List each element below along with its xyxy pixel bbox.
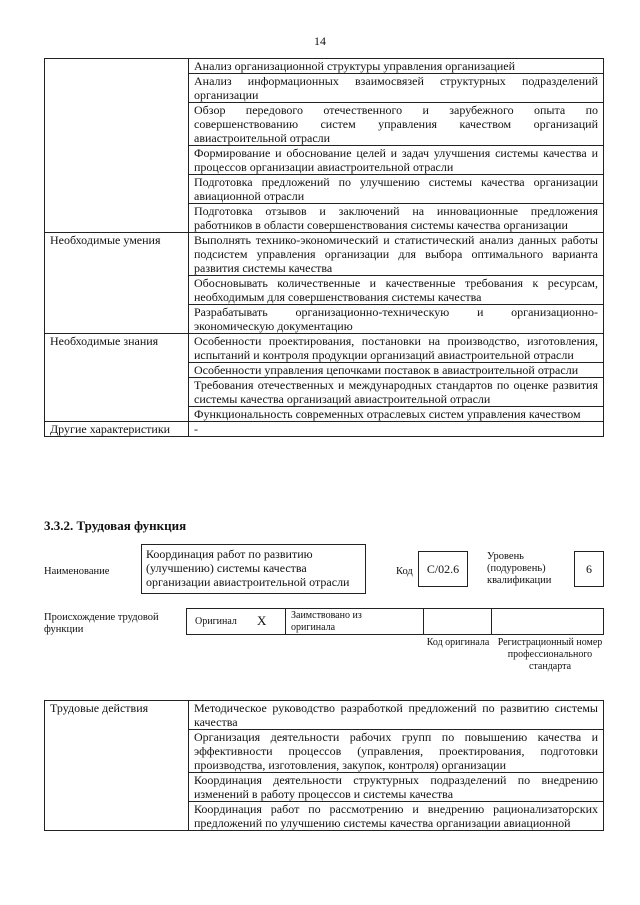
borrowed-label: Заимствовано из оригинала	[291, 610, 362, 633]
row-item: Функциональность современных отраслевых систем управления качеством	[189, 407, 604, 422]
row-item: Анализ информационных взаимосвязей структурных подразделений организации	[189, 74, 604, 103]
original-mark: X	[257, 613, 267, 628]
row-item: Особенности проектирования, постановки на производство, изготовления, испытаний и контроля продукции организаций авиастроительной отрасли	[189, 334, 604, 363]
row-label: Трудовые действия	[45, 701, 189, 831]
row-item: Организация деятельности рабочих групп по повышению качества и эффективности процессов (управления, проектирования, подготовки производства, изготовления, закупок, контроля) организации	[189, 730, 604, 773]
code-label: Код	[396, 566, 413, 577]
row-item: Особенности управления цепочками поставок в авиастроительной отрасли	[189, 363, 604, 378]
labor-actions-table	[44, 700, 604, 831]
reg-caption: Регистрационный номер профессионального стандарта	[497, 637, 603, 672]
row-item: Подготовка предложений по улучшению системы качества организации авиационной отрасли	[189, 175, 604, 204]
section-heading: 3.3.2. Трудовая функция	[44, 518, 187, 533]
function-name-box	[141, 544, 366, 594]
row-item: Разрабатывать организационно-техническую и организационно-экономическую документацию	[189, 305, 604, 334]
row-item: Анализ организационной структуры управления организацией	[189, 59, 604, 74]
origin-box	[186, 608, 604, 635]
row-item: -	[189, 422, 604, 437]
row-item: Выполнять технико-экономический и статистический анализ данных работы подсистем управления организации для выбора оптимального варианта развития системы качества	[189, 233, 604, 276]
code-caption: Код оригинала	[426, 637, 490, 648]
code-box	[418, 551, 468, 587]
row-item: Координация деятельности структурных подразделений по внедрению изменений в работу процессов и системы качества	[189, 773, 604, 802]
origin-divider-2	[423, 608, 424, 635]
level-label: Уровень (подуровень) квалификации	[487, 551, 552, 586]
level-box	[574, 551, 604, 587]
row-item: Координация работ по рассмотрению и внедрению рационализаторских предложений по улучшению системы качества организации авиационной	[189, 802, 604, 831]
row-item: Подготовка отзывов и заключений на инновационные предложения работников в области совершенствования системы качества организации	[189, 204, 604, 233]
row-item: Требования отечественных и международных стандартов по оценке развития системы качества организаций авиастроительной отрасли	[189, 378, 604, 407]
row-label: Другие характеристики	[45, 422, 189, 437]
page-number: 14	[314, 34, 326, 48]
original-label: Оригинал	[195, 616, 237, 627]
origin-divider-1	[285, 608, 286, 635]
row-label: Необходимые знания	[45, 334, 189, 422]
origin-label: Происхождение трудовой функции	[44, 612, 159, 635]
row-label	[45, 59, 189, 233]
row-item: Обзор передового отечественного и зарубежного опыта по совершенствованию систем управления качеством организаций авиастроительной отрасли	[189, 103, 604, 146]
table-row	[45, 59, 604, 74]
table-row	[45, 233, 604, 276]
table-row	[45, 422, 604, 437]
row-label: Необходимые умения	[45, 233, 189, 334]
requirements-table	[44, 58, 604, 437]
function-name-value: Координация работ по развитию (улучшению) системы качества организации авиастроительной отрасли	[146, 547, 350, 589]
code-value: С/02.6	[426, 562, 460, 576]
row-item: Методическое руководство разработкой предложений по развитию системы качества	[189, 701, 604, 730]
level-value: 6	[586, 562, 592, 576]
origin-divider-3	[491, 608, 492, 635]
name-label: Наименование	[44, 566, 110, 577]
row-item: Формирование и обоснование целей и задач улучшения системы качества и процессов организации авиастроительной отрасли	[189, 146, 604, 175]
table-row	[45, 334, 604, 363]
row-item: Обосновывать количественные и качественные требования к ресурсам, необходимым для совершенствования системы качества	[189, 276, 604, 305]
table-row	[45, 701, 604, 730]
